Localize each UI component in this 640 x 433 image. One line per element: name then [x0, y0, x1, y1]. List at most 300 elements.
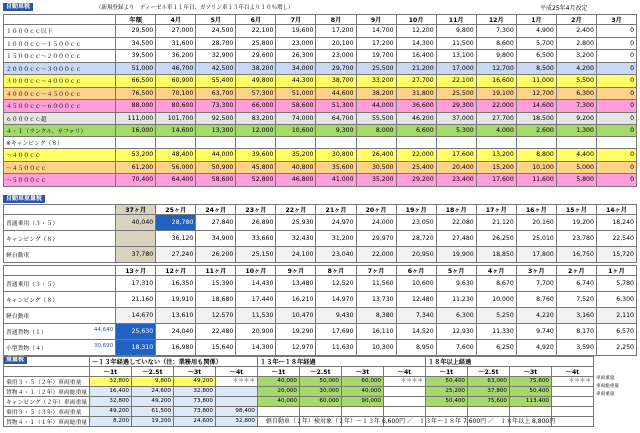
table-cell: 76,500: [116, 87, 156, 100]
column-header: 9ヶ月: [276, 266, 316, 276]
table-cell: 58,600: [276, 100, 316, 113]
group-header-row: [4, 357, 594, 367]
row-label-text: 普通乗用（３・５）: [6, 282, 59, 288]
table-row: [4, 407, 594, 417]
table-cell: 16,210: [276, 292, 316, 308]
table-cell: 14,300: [236, 340, 276, 356]
table-cell: 6,300: [436, 308, 476, 324]
table-row: [4, 247, 637, 263]
table-cell: 88,000: [116, 100, 156, 113]
table-cell: 0: [596, 75, 636, 88]
table-cell: 1,300: [556, 125, 596, 137]
table-cell: 40,000: [258, 377, 300, 387]
table-cell: 17,440: [236, 292, 276, 308]
table-cell: 20,160: [516, 215, 556, 231]
table-cell: 9,300: [316, 125, 356, 137]
table-cell: 14,700: [356, 25, 396, 38]
table-cell: 12,000: [236, 125, 276, 137]
table-cell: 44,300: [276, 75, 316, 88]
table-cell: 25,400: [396, 161, 436, 174]
table-cell: [384, 407, 426, 417]
row-label: キャンピング（２年）車両重量: [4, 397, 90, 407]
legend-note: 車両総重量: [596, 384, 619, 389]
row-label: 乗用３・５（３年）車両重量: [4, 407, 90, 417]
column-header: 8月: [316, 15, 356, 25]
table-cell: 57,300: [236, 87, 276, 100]
table-cell: 13,730: [356, 292, 396, 308]
table-cell: 29,600: [236, 50, 276, 63]
table-cell: 8,670: [476, 276, 516, 292]
table-cell: 21,120: [476, 215, 516, 231]
weight-tax-table-b: [3, 265, 637, 356]
table-cell: 73,800: [174, 407, 216, 417]
table-cell: 16,110: [356, 324, 396, 340]
table-cell: 36,120: [156, 231, 196, 247]
table-cell: [300, 407, 342, 417]
table-cell: 19,290: [276, 324, 316, 340]
row-label: 貨物４・１（１年）車両総重量: [4, 417, 90, 427]
table-cell: 37,800: [468, 387, 510, 397]
header-corner: [4, 266, 116, 276]
table-cell: 46,800: [276, 174, 316, 187]
table-cell: 16,350: [156, 276, 196, 292]
table-cell: 33,200: [356, 75, 396, 88]
table-cell: 73,300: [196, 100, 236, 113]
table-row: [4, 340, 637, 356]
table-cell: 92,500: [196, 112, 236, 125]
table-cell: [552, 387, 594, 397]
table-cell: 32,800: [90, 377, 132, 387]
row-label: [4, 324, 116, 340]
table-cell: 3,200: [556, 50, 596, 63]
row-label: [4, 276, 116, 292]
table-cell: 32,800: [90, 397, 132, 407]
table-cell: [468, 407, 510, 417]
table-cell: 39,600: [236, 149, 276, 162]
table-cell: 17,310: [116, 276, 156, 292]
table-cell: 46,200: [396, 112, 436, 125]
table-cell: 50,900: [196, 161, 236, 174]
column-header: 18ヶ月: [436, 205, 476, 215]
table-cell: 27,480: [436, 231, 476, 247]
table-cell: 2,110: [596, 308, 636, 324]
table-cell: 24,970: [316, 215, 356, 231]
table-cell: 26,400: [356, 149, 396, 162]
table-cell: 17,600: [476, 174, 516, 187]
table-cell: 13,200: [476, 149, 516, 162]
row-label: [4, 292, 116, 308]
table-cell: 19,600: [276, 25, 316, 38]
table-cell: [216, 397, 258, 407]
table-cell: 32,900: [196, 50, 236, 63]
table-cell: 24,600: [132, 387, 174, 397]
table-cell: 0: [596, 50, 636, 63]
table-cell: [258, 407, 300, 417]
table-cell: 24,500: [196, 25, 236, 38]
table-cell: 25,930: [276, 215, 316, 231]
table-header-row: [4, 266, 637, 276]
kei-footer-label: 軽自動車（２年）検対象（２年）〜１３年: [266, 418, 381, 425]
table-cell: 32,430: [276, 231, 316, 247]
header-corner: [4, 367, 90, 377]
table-cell: 32,800: [216, 417, 258, 427]
table-cell: 70,100: [156, 87, 196, 100]
table-cell: 10,470: [276, 308, 316, 324]
table-cell: 24,100: [276, 247, 316, 263]
table-cell: 12,570: [196, 308, 236, 324]
kei-footer-value-1: 6,600円: [381, 418, 406, 425]
table-cell: 16,980: [156, 340, 196, 356]
table-cell: 9,800: [436, 25, 476, 38]
table-header-row: [4, 205, 637, 215]
table-cell: 4,920: [516, 340, 556, 356]
table-row: [4, 100, 637, 113]
table-cell: 3,590: [556, 340, 596, 356]
table-cell: 45,800: [236, 161, 276, 174]
table-cell: 9,740: [516, 324, 556, 340]
table-cell: 28,720: [396, 231, 436, 247]
table-cell: 31,600: [156, 37, 196, 50]
column-header: 9月: [356, 15, 396, 25]
table-cell: 6,570: [596, 324, 636, 340]
table-cell: 49,800: [236, 75, 276, 88]
table-row: [4, 37, 637, 50]
table-cell: 75,600: [468, 397, 510, 407]
column-header: 7ヶ月: [356, 266, 396, 276]
table-cell: 14,600: [156, 125, 196, 137]
table-cell: 8,800: [516, 149, 556, 162]
table-cell: 39,500: [116, 50, 156, 63]
table-cell: ＊＊＊＊: [552, 377, 594, 387]
table-cell: 10,300: [356, 340, 396, 356]
table-cell: 11,600: [516, 174, 556, 187]
table-cell: 50,400: [426, 397, 468, 407]
table-cell: 19,100: [476, 87, 516, 100]
table-row: [4, 231, 637, 247]
table-cell: 8,200: [90, 417, 132, 427]
column-header: 〜2.5t: [300, 367, 342, 377]
thirty-seven-month-value: 30,690: [93, 343, 114, 349]
row-label-text: 軽自動車: [6, 314, 30, 320]
table-cell: 73,800: [174, 397, 216, 407]
table-cell: 30,800: [316, 149, 356, 162]
column-header: 〜1t: [90, 367, 132, 377]
table-cell: 49,200: [90, 407, 132, 417]
table-cell: 2,600: [516, 125, 556, 137]
weight-tax-table-a: [3, 204, 637, 263]
table-cell: 35,200: [276, 149, 316, 162]
table-cell: 18,500: [516, 112, 556, 125]
table-cell: 64,700: [316, 112, 356, 125]
legend-note: 車両重量: [596, 376, 615, 381]
header-corner: [4, 205, 116, 215]
row-label-text: 普通貨物（１）: [6, 330, 47, 336]
table-cell: 55,500: [356, 112, 396, 125]
table-cell: 7,300: [556, 100, 596, 113]
table-cell: 37,000: [436, 112, 476, 125]
table-cell: 25,500: [356, 62, 396, 75]
table-cell: 18,310: [116, 340, 156, 356]
table-cell: 20,900: [236, 324, 276, 340]
table-cell: [552, 417, 594, 427]
table-cell: 21,200: [396, 62, 436, 75]
column-header: 〜4t: [384, 367, 426, 377]
table-cell: 9,200: [556, 112, 596, 125]
table-cell: 14,670: [116, 308, 156, 324]
column-header: 2ヶ月: [556, 266, 596, 276]
table-row: [4, 174, 637, 187]
table-cell: 23,400: [436, 174, 476, 187]
table-cell: 23,000: [316, 50, 356, 63]
row-label: ２０００ｃｃ〜３０００ｃｃ: [4, 62, 116, 75]
table-cell: 31,200: [316, 231, 356, 247]
table-cell: 14,970: [316, 292, 356, 308]
table-cell: 26,300: [276, 50, 316, 63]
table-cell: 17,200: [316, 25, 356, 38]
table-cell: 38,200: [236, 62, 276, 75]
table-cell: 12,930: [436, 324, 476, 340]
table-cell: 48,400: [156, 149, 196, 162]
table-cell: 17,000: [436, 62, 476, 75]
table-cell: [396, 137, 436, 149]
table-cell: 15,390: [196, 276, 236, 292]
table-cell: 11,500: [436, 37, 476, 50]
table-cell: 18,850: [476, 247, 516, 263]
row-label: 普通乗用（３・５）: [4, 215, 116, 231]
table-cell: 16,400: [90, 387, 132, 397]
table-cell: 17,600: [436, 149, 476, 162]
table-cell: [384, 387, 426, 397]
table-cell: 63,700: [196, 87, 236, 100]
table-cell: 7,520: [556, 292, 596, 308]
table-cell: 11,560: [356, 276, 396, 292]
column-header: 13ヶ月: [116, 266, 156, 276]
group-header-corner: [4, 357, 90, 367]
table-cell: 25,010: [516, 231, 556, 247]
table-cell: 5,700: [516, 37, 556, 50]
table-cell: 12,200: [396, 25, 436, 38]
table-cell: 6,600: [396, 125, 436, 137]
table-cell: [116, 231, 156, 247]
table-cell: 18,680: [196, 292, 236, 308]
table-cell: 8,170: [556, 324, 596, 340]
table-cell: 2,250: [596, 340, 636, 356]
table-cell: 19,910: [156, 292, 196, 308]
table-row: [4, 149, 637, 162]
table-cell: 38,700: [316, 75, 356, 88]
table-cell: 40,000: [342, 387, 384, 397]
column-header: 19ヶ月: [396, 205, 436, 215]
table-cell: 29,500: [116, 25, 156, 38]
table-cell: 27,240: [156, 247, 196, 263]
table-cell: 40,000: [258, 397, 300, 407]
table-row: [4, 112, 637, 125]
table-cell: 98,400: [216, 407, 258, 417]
table-cell: 5,500: [556, 75, 596, 88]
table-cell: 22,000: [476, 100, 516, 113]
table-cell: 0: [596, 100, 636, 113]
table-cell: 25,500: [436, 87, 476, 100]
table-cell: 0: [596, 37, 636, 50]
row-label: キャンピング（８）: [4, 231, 116, 247]
table-cell: 34,900: [196, 231, 236, 247]
table-cell: 12,970: [276, 340, 316, 356]
table-cell: [342, 407, 384, 417]
table-cell: 4,900: [516, 25, 556, 38]
table-row: [4, 377, 594, 387]
row-label: ４０００ｃｃ〜４５００ｃｃ: [4, 87, 116, 100]
table-cell: 17,690: [316, 324, 356, 340]
table-cell: 17,200: [356, 37, 396, 50]
table-cell: 0: [596, 125, 636, 137]
table-cell: 12,700: [476, 62, 516, 75]
table-cell: 60,000: [300, 397, 342, 407]
table-cell: 46,700: [156, 62, 196, 75]
thirty-seven-month-value: 44,640: [93, 327, 114, 333]
table-cell: 50,400: [426, 377, 468, 387]
table-cell: 28,780: [156, 215, 196, 231]
table-cell: 44,000: [196, 149, 236, 162]
column-header: 15ヶ月: [556, 205, 596, 215]
table-cell: 51,000: [276, 87, 316, 100]
table-cell: 14,520: [396, 324, 436, 340]
table-cell: 34,500: [116, 37, 156, 50]
table-row: [4, 387, 594, 397]
table-cell: 44,000: [356, 100, 396, 113]
row-label: ４・１（ランクル、サファリ）: [4, 125, 116, 137]
column-header: 24ヶ月: [196, 205, 236, 215]
table-cell: 0: [596, 161, 636, 174]
row-label: １５００ｃｃ〜２０００ｃｃ: [4, 50, 116, 63]
table-cell: 4,200: [556, 62, 596, 75]
row-label: [4, 340, 116, 356]
table-cell: [476, 137, 516, 149]
table-cell: 22,540: [596, 231, 636, 247]
table-cell: 20,100: [316, 37, 356, 50]
kei-car-footer: [266, 416, 555, 425]
table-cell: 26,200: [196, 247, 236, 263]
row-label: ６０００ｃｃ超: [4, 112, 116, 125]
table-cell: 49,200: [132, 397, 174, 407]
column-header: 14ヶ月: [596, 205, 636, 215]
table-row: [4, 276, 637, 292]
table-cell: [552, 397, 594, 407]
table-cell: ＊＊＊＊: [216, 377, 258, 387]
column-header: 〜4t: [552, 367, 594, 377]
table-cell: 10,600: [396, 276, 436, 292]
table-row: [4, 75, 637, 88]
table-row: [4, 25, 637, 38]
table-cell: [196, 137, 236, 149]
table-cell: 15,200: [476, 161, 516, 174]
row-label: ※キャンピング（８）: [4, 137, 116, 149]
table-row: [4, 137, 637, 149]
table-cell: 113,400: [510, 397, 552, 407]
table-cell: 27,840: [196, 215, 236, 231]
table-cell: [156, 137, 196, 149]
column-header: 6ヶ月: [396, 266, 436, 276]
table-cell: 24,000: [356, 215, 396, 231]
row-label: 〜５０００ｃｃ: [4, 174, 116, 187]
table-cell: 38,200: [356, 87, 396, 100]
table-cell: 21,160: [116, 292, 156, 308]
table-cell: 23,040: [316, 247, 356, 263]
group-header-13-18y: １３年〜１８年経過: [258, 357, 426, 367]
table-cell: 24,600: [174, 417, 216, 427]
table-cell: 31,800: [396, 87, 436, 100]
table-cell: 41,000: [316, 174, 356, 187]
table-cell: 23,050: [396, 215, 436, 231]
table-cell: [436, 137, 476, 149]
row-label: １０００ｃｃ〜１５００ｃｃ: [4, 37, 116, 50]
table-cell: 11,230: [436, 292, 476, 308]
column-header: 5ヶ月: [436, 266, 476, 276]
table-cell: 23,000: [276, 37, 316, 50]
legend-note: 車両重量: [596, 392, 615, 397]
table-cell: [552, 407, 594, 417]
table-cell: 7,300: [476, 25, 516, 38]
table-cell: 2,800: [556, 37, 596, 50]
table-cell: 6,740: [556, 276, 596, 292]
table-cell: 13,100: [436, 50, 476, 63]
column-header: 12ヶ月: [156, 266, 196, 276]
table-cell: 2,400: [556, 25, 596, 38]
row-label-text: 小型貨物（４）: [6, 346, 47, 352]
column-header: 21ヶ月: [316, 205, 356, 215]
table-cell: 30,000: [300, 387, 342, 397]
table-cell: [276, 137, 316, 149]
table-cell: 35,200: [356, 174, 396, 187]
table-cell: 0: [596, 87, 636, 100]
table-cell: 22,100: [436, 75, 476, 88]
table-header-row: [4, 367, 594, 377]
table-cell: 75,600: [510, 377, 552, 387]
column-header: 37ヶ月: [116, 205, 156, 215]
table-cell: [596, 137, 636, 149]
column-header: 〜1t: [258, 367, 300, 377]
table-cell: 18,240: [596, 215, 636, 231]
table-cell: 58,600: [196, 174, 236, 187]
table-cell: 36,200: [156, 50, 196, 63]
table-cell: 10,000: [476, 292, 516, 308]
table-cell: 9,630: [436, 276, 476, 292]
row-label: 軽自動車: [4, 247, 116, 263]
table-cell: 11,000: [516, 75, 556, 88]
table-cell: 20,000: [258, 387, 300, 397]
table-cell: [384, 397, 426, 407]
table-cell: 22,000: [396, 149, 436, 162]
table-cell: 25,150: [236, 247, 276, 263]
row-label: 〜４００ｃｃ: [4, 149, 116, 162]
table-cell: 64,400: [156, 174, 196, 187]
table-cell: 6,500: [516, 50, 556, 63]
table-cell: 8,600: [476, 37, 516, 50]
column-header: 11ヶ月: [196, 266, 236, 276]
kei-footer-value-3: 8,800円: [532, 418, 556, 425]
kei-footer-sep-3: ／ １８年以上: [488, 418, 531, 425]
column-header: 1ヶ月: [596, 266, 636, 276]
column-header: 23ヶ月: [236, 205, 276, 215]
column-header: 〜4t: [216, 367, 258, 377]
row-label: 貨物４・１（２年）車両総重量: [4, 387, 90, 397]
table-cell: 51,000: [116, 62, 156, 75]
column-header: 17ヶ月: [476, 205, 516, 215]
table-cell: 0: [596, 174, 636, 187]
column-header: 7月: [276, 15, 316, 25]
table-cell: 24,040: [156, 324, 196, 340]
table-cell: 19,200: [132, 417, 174, 427]
column-header: 〜1t: [426, 367, 468, 377]
